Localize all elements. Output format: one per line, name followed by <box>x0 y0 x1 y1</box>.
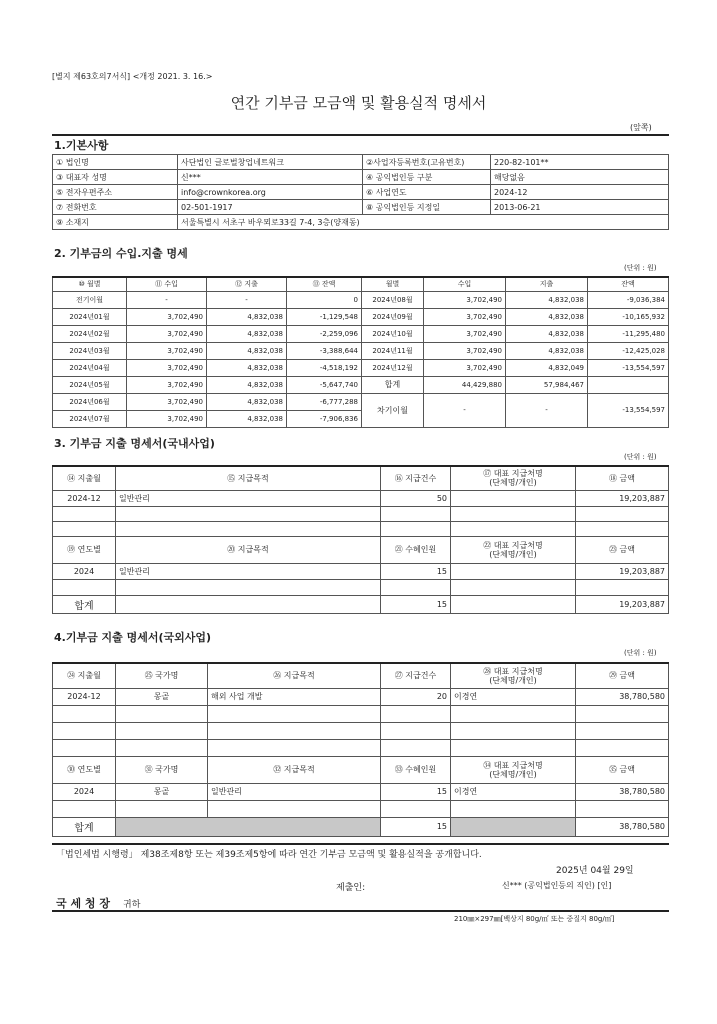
col-header: ⑱ 금액 <box>576 466 669 490</box>
domestic-expense-table <box>52 465 669 614</box>
col-header: ㉔ 지출월 <box>53 663 116 688</box>
carry-income: - <box>424 393 506 427</box>
country: 몽골 <box>116 783 208 800</box>
expense: 4,832,038 <box>506 308 588 325</box>
unit-label: (단위 : 원) <box>624 453 657 461</box>
year: 2024 <box>53 783 116 800</box>
balance: -4,518,192 <box>287 359 362 376</box>
col-header: 지출 <box>506 277 588 291</box>
col-header: ㉑ 수혜인원 <box>381 536 451 563</box>
col-header: ㉖ 지급목적 <box>208 663 381 688</box>
form-note: [별지 제63호의7서식] <개정 2021. 3. 16.> <box>52 72 213 81</box>
col-header: ⑮ 지급목적 <box>116 466 381 490</box>
table-row <box>53 376 669 393</box>
balance: -12,425,028 <box>588 342 669 359</box>
page-side: (앞쪽) <box>630 123 652 132</box>
month: 2024년01월 <box>53 308 127 325</box>
table-row <box>53 783 669 800</box>
purpose: 해외 사업 개발 <box>208 688 381 705</box>
income: 3,702,490 <box>127 342 207 359</box>
total-shaded <box>116 817 381 836</box>
income: 3,702,490 <box>127 359 207 376</box>
month: 2024년02월 <box>53 325 127 342</box>
empty-row <box>53 722 669 739</box>
paper-spec: 210㎜×297㎜[백상지 80g/㎡ 또는 중질지 80g/㎡] <box>454 915 615 923</box>
total-label: 합계 <box>53 595 116 613</box>
unit-label: (단위 : 원) <box>624 649 657 657</box>
balance: 0 <box>287 291 362 308</box>
empty-row <box>53 506 669 521</box>
col-header: ㉘ 대표 지급처명 (단체명/개인) <box>451 663 576 688</box>
empty-row <box>53 705 669 722</box>
table-row <box>53 563 669 579</box>
header-row <box>53 466 669 490</box>
expense: 4,832,038 <box>207 325 287 342</box>
empty-row <box>53 579 669 595</box>
income: 3,702,490 <box>424 342 506 359</box>
total-label: 합계 <box>362 376 424 393</box>
col-header: ㉟ 금액 <box>576 756 669 783</box>
label: ③ 대표자 성명 <box>53 170 178 185</box>
overseas-expense-table <box>52 662 669 837</box>
table-row <box>53 688 669 705</box>
total-amount: 38,780,580 <box>576 817 669 836</box>
col-header: ⑬ 잔액 <box>287 277 362 291</box>
header-row <box>53 756 669 783</box>
label: ⑦ 전화번호 <box>53 200 178 215</box>
header-row <box>53 663 669 688</box>
header-row <box>53 277 669 291</box>
submit-date: 2025년 04월 29일 <box>556 866 634 876</box>
table-row <box>53 393 669 410</box>
value: 2013-06-21 <box>491 200 669 215</box>
purpose: 일반관리 <box>208 783 381 800</box>
value: 220-82-101** <box>491 155 669 170</box>
empty-row <box>53 739 669 756</box>
basic-info-table <box>52 154 669 230</box>
month: 2024년10월 <box>362 325 424 342</box>
payee <box>451 490 576 506</box>
balance: -9,036,384 <box>588 291 669 308</box>
label: ④ 공익법인등 구분 <box>363 170 491 185</box>
col-header: ㉝ 수혜인원 <box>381 756 451 783</box>
law-statement: 「법인세법 시행령」 제38조제8항 또는 제39조제5항에 따라 연간 기부금 모금액 및 활용실적을 공개합니다. <box>56 850 482 860</box>
carry-expense: - <box>506 393 588 427</box>
amount: 38,780,580 <box>576 783 669 800</box>
section2-heading: 2. 기부금의 수입.지출 명세 <box>54 247 188 260</box>
balance: -5,647,740 <box>287 376 362 393</box>
month: 2024년11월 <box>362 342 424 359</box>
col-header: ⑲ 연도별 <box>53 536 116 563</box>
month: 2024년09월 <box>362 308 424 325</box>
income: 3,702,490 <box>127 376 207 393</box>
col-header: ㉞ 대표 지급처명 (단체명/개인) <box>451 756 576 783</box>
recipient-suffix: 귀하 <box>123 900 141 910</box>
expense: 4,832,049 <box>506 359 588 376</box>
count: 20 <box>381 688 451 705</box>
basic-row <box>53 170 669 185</box>
unit-label: (단위 : 원) <box>624 264 657 272</box>
expense: 4,832,038 <box>207 376 287 393</box>
expense: 4,832,038 <box>207 342 287 359</box>
section1-divider <box>52 134 669 136</box>
col-header: ⑯ 지급건수 <box>381 466 451 490</box>
count: 50 <box>381 490 451 506</box>
col-header: ㉚ 연도별 <box>53 756 116 783</box>
month: 전기이월 <box>53 291 127 308</box>
carry-label: 차기이월 <box>362 393 424 427</box>
col-header: ㉛ 국가명 <box>116 756 208 783</box>
basic-row <box>53 185 669 200</box>
payee: 이경연 <box>451 783 576 800</box>
value: info@crownkorea.org <box>178 185 363 200</box>
total-row <box>53 595 669 613</box>
amount: 19,203,887 <box>576 563 669 579</box>
submitter-label: 제출인: <box>336 883 366 893</box>
purpose: 일반관리 <box>116 490 381 506</box>
col-header: ㉕ 국가명 <box>116 663 208 688</box>
total-amount: 19,203,887 <box>576 595 669 613</box>
expense: 4,832,038 <box>506 342 588 359</box>
income: 3,702,490 <box>127 308 207 325</box>
beneficiaries: 15 <box>381 783 451 800</box>
col-header: ㉗ 지급건수 <box>381 663 451 688</box>
footer-divider <box>52 843 669 845</box>
value: 해당없음 <box>491 170 669 185</box>
header-row <box>53 536 669 563</box>
total-purpose <box>116 595 381 613</box>
expense: 4,832,038 <box>207 410 287 427</box>
col-header: ⑩ 월별 <box>53 277 127 291</box>
balance: -2,259,096 <box>287 325 362 342</box>
total-beneficiaries: 15 <box>381 595 451 613</box>
col-header: 수입 <box>424 277 506 291</box>
carry-balance: -13,554,597 <box>588 393 669 427</box>
col-header: ㉒ 대표 지급처명 (단체명/개인) <box>451 536 576 563</box>
year: 2024 <box>53 563 116 579</box>
balance: -7,906,836 <box>287 410 362 427</box>
income: 3,702,490 <box>127 410 207 427</box>
income: 3,702,490 <box>424 308 506 325</box>
value: 02-501-1917 <box>178 200 363 215</box>
label: ⑥ 사업연도 <box>363 185 491 200</box>
balance: -10,165,932 <box>588 308 669 325</box>
income: 3,702,490 <box>127 393 207 410</box>
basic-row <box>53 155 669 170</box>
footer-bottom-divider <box>52 910 669 912</box>
label: ⑨ 소재지 <box>53 215 178 230</box>
month: 2024년07월 <box>53 410 127 427</box>
balance: -13,554,597 <box>588 359 669 376</box>
amount: 19,203,887 <box>576 490 669 506</box>
basic-row <box>53 200 669 215</box>
col-header: ⑫ 지출 <box>207 277 287 291</box>
balance: -1,129,548 <box>287 308 362 325</box>
month: 2024년04월 <box>53 359 127 376</box>
expense: 4,832,038 <box>207 393 287 410</box>
table-row <box>53 342 669 359</box>
total-beneficiaries: 15 <box>381 817 451 836</box>
total-row <box>53 817 669 836</box>
total-payee-shaded <box>451 817 576 836</box>
value: 신*** <box>178 170 363 185</box>
balance-total <box>588 376 669 393</box>
col-header: ⑰ 대표 지급처명 (단체명/개인) <box>451 466 576 490</box>
income: 3,702,490 <box>127 325 207 342</box>
income: - <box>127 291 207 308</box>
payee <box>451 563 576 579</box>
value: 사단법인 글로벌창업네트워크 <box>178 155 363 170</box>
table-row <box>53 291 669 308</box>
income: 3,702,490 <box>424 291 506 308</box>
amount: 38,780,580 <box>576 688 669 705</box>
label: ②사업자등록번호(고유번호) <box>363 155 491 170</box>
expense: 4,832,038 <box>506 325 588 342</box>
col-header: 잔액 <box>588 277 669 291</box>
expense-total: 57,984,467 <box>506 376 588 393</box>
month: 2024-12 <box>53 490 116 506</box>
empty-row <box>53 800 669 817</box>
total-label: 합계 <box>53 817 116 836</box>
balance: -11,295,480 <box>588 325 669 342</box>
table-row <box>53 490 669 506</box>
section1-heading: 1.기본사항 <box>54 139 109 152</box>
empty-row <box>53 521 669 536</box>
label: ① 법인명 <box>53 155 178 170</box>
country: 몽골 <box>116 688 208 705</box>
expense: - <box>207 291 287 308</box>
col-header: ⑳ 지급목적 <box>116 536 381 563</box>
page-title: 연간 기부금 모금액 및 활용실적 명세서 <box>230 94 487 112</box>
payee: 이경연 <box>451 688 576 705</box>
submitter: 신*** (공익법인등의 직인) [인] <box>502 881 612 890</box>
total-payee <box>451 595 576 613</box>
income-expense-table <box>52 276 669 428</box>
month: 2024-12 <box>53 688 116 705</box>
table-row <box>53 308 669 325</box>
month: 2024년03월 <box>53 342 127 359</box>
month: 2024년06월 <box>53 393 127 410</box>
expense: 4,832,038 <box>506 291 588 308</box>
month: 2024년05월 <box>53 376 127 393</box>
col-header: ⑭ 지출월 <box>53 466 116 490</box>
expense: 4,832,038 <box>207 308 287 325</box>
balance: -3,388,644 <box>287 342 362 359</box>
col-header: ⑪ 수입 <box>127 277 207 291</box>
address-value: 서울특별시 서초구 바우뫼로33길 7-4, 3층(양재동) <box>178 215 669 230</box>
income-total: 44,429,880 <box>424 376 506 393</box>
section4-heading: 4.기부금 지출 명세서(국외사업) <box>54 631 212 644</box>
income: 3,702,490 <box>424 325 506 342</box>
table-row <box>53 359 669 376</box>
label: ⑧ 공익법인등 지정일 <box>363 200 491 215</box>
label: ⑤ 전자우편주소 <box>53 185 178 200</box>
table-row <box>53 325 669 342</box>
balance: -6,777,288 <box>287 393 362 410</box>
purpose: 일반관리 <box>116 563 381 579</box>
recipient: 국 세 청 장 <box>56 897 110 910</box>
col-header: ㉓ 금액 <box>576 536 669 563</box>
col-header: 월별 <box>362 277 424 291</box>
basic-row-address <box>53 215 669 230</box>
month: 2024년12월 <box>362 359 424 376</box>
income: 3,702,490 <box>424 359 506 376</box>
value: 2024-12 <box>491 185 669 200</box>
col-header: ㉜ 지급목적 <box>208 756 381 783</box>
col-header: ㉙ 금액 <box>576 663 669 688</box>
beneficiaries: 15 <box>381 563 451 579</box>
section3-heading: 3. 기부금 지출 명세서(국내사업) <box>54 437 215 450</box>
expense: 4,832,038 <box>207 359 287 376</box>
month: 2024년08월 <box>362 291 424 308</box>
